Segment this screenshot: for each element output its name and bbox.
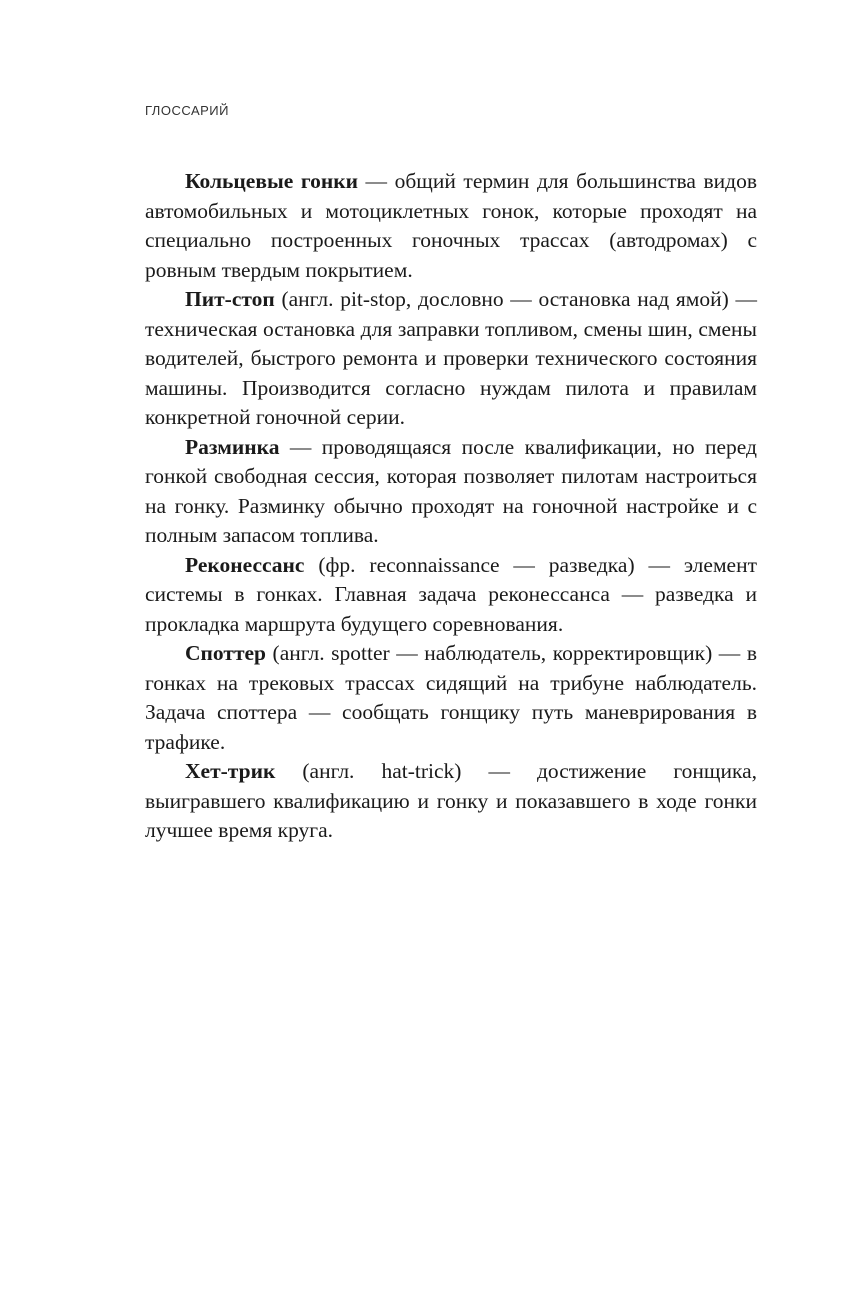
running-head: ГЛОССАРИЙ bbox=[145, 103, 229, 118]
glossary-definition: (фр. reconnaissance — разведка) — элемент системы в гонках. Главная задача реконессанса — разведка и прокладка маршрута будущего соревнования. bbox=[145, 552, 757, 636]
glossary-term: Реконессанс bbox=[185, 552, 305, 577]
glossary-entry-reconnaissance bbox=[145, 551, 757, 640]
glossary-definition: (англ. spotter — наблюдатель, корректировщик) — в гонках на трековых трассах сидящий на трибуне наблюдатель. Задача споттера — сообщать гонщику путь маневрирования в трафике. bbox=[145, 641, 757, 754]
glossary-entry-hat-trick bbox=[145, 757, 757, 846]
glossary-definition: — общий термин для большинства видов автомобильных и мотоциклетных гонок, которые проходят на специально построенных гоночных трассах (автодромах) с ровным твердым покрытием. bbox=[145, 169, 757, 282]
glossary-term: Хет-трик bbox=[185, 759, 276, 783]
glossary-entry-circuit-racing bbox=[145, 167, 757, 285]
glossary-definition: (англ. hat-trick) — достижение гонщика, выигравшего квалификацию и гонку и показавшего в ходе гонки лучшее время круга. bbox=[145, 759, 757, 842]
glossary-entry-pit-stop bbox=[145, 285, 757, 433]
glossary-entry-spotter bbox=[145, 639, 757, 757]
glossary-definition: — проводящаяся после квалификации, но перед гонкой свободная сессия, которая позволяет пилотам настроиться на гонку. Разминку обычно проходят на гоночной настройке и с полным запасом топлива. bbox=[145, 434, 757, 547]
glossary-definition: (англ. pit-stop, дословно — остановка над ямой) — техническая остановка для заправки топливом, смены шин, смены водителей, быстрого ремонта и проверки технического состояния машины. Производится согласно нуждам пилота и правилам конкретной гоночной серии. bbox=[145, 287, 757, 429]
glossary-term: Споттер bbox=[185, 641, 267, 665]
glossary-term: Пит-стоп bbox=[185, 287, 275, 311]
glossary-body bbox=[145, 167, 757, 846]
glossary-term: Разминка bbox=[185, 434, 280, 459]
glossary-term: Кольцевые гонки bbox=[185, 169, 358, 193]
glossary-entry-warm-up bbox=[145, 433, 757, 551]
